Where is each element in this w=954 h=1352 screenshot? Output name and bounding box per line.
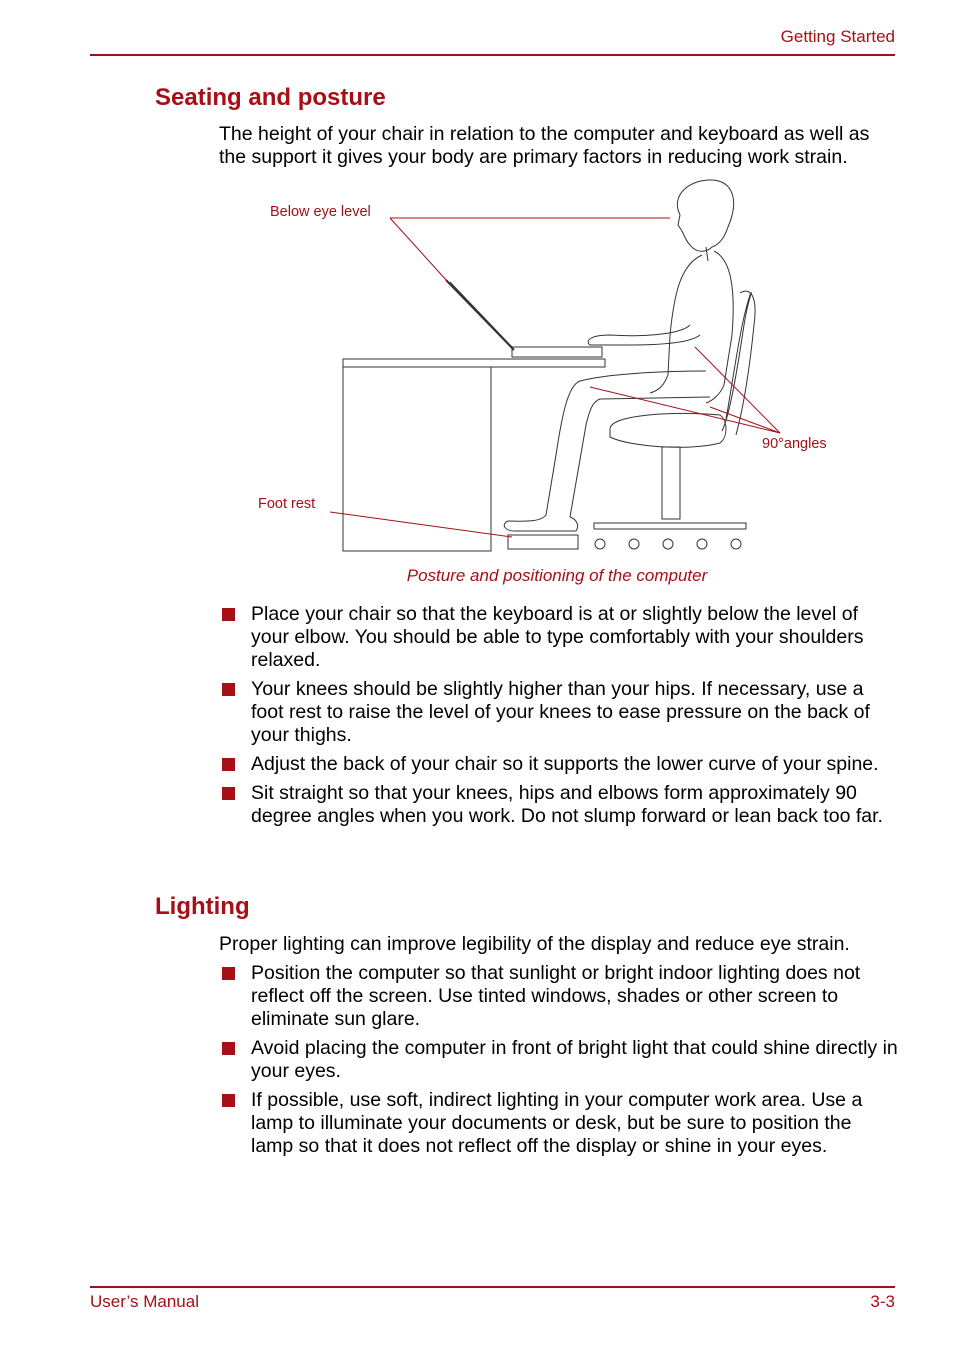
list-item: Your knees should be slightly higher than your hips. If necessary, use a foot rest to raise the level of your knees to ease pressure on the back of your thighs. xyxy=(219,678,899,747)
chair-seat xyxy=(610,414,726,448)
chair-base xyxy=(594,523,746,529)
person-head xyxy=(677,180,733,251)
laptop xyxy=(450,282,602,357)
chair-post xyxy=(662,447,680,519)
label-below-eye-level: Below eye level xyxy=(270,204,371,220)
person-arm xyxy=(588,325,700,345)
chair-back xyxy=(722,293,751,431)
footer-title: User’s Manual xyxy=(90,1292,199,1311)
list-item: If possible, use soft, indirect lighting in your computer work area. Use a lamp to illuminate your documents or desk, but be sure to position the lamp so that it does not reflect off the display or shine in your eyes. xyxy=(219,1089,899,1158)
person-leg xyxy=(504,371,710,531)
footer-rule xyxy=(90,1286,895,1288)
list-item: Sit straight so that your knees, hips and elbows form approximately 90 degree angles when you work. Do not slump forward or lean back too far. xyxy=(219,782,899,828)
seating-intro: The height of your chair in relation to the computer and keyboard as well as the support it gives your body are primary factors in reducing work strain. xyxy=(219,123,870,168)
label-90-angles: 90°angles xyxy=(762,436,827,452)
label-foot-rest: Foot rest xyxy=(258,496,316,512)
bullet-square-icon xyxy=(222,683,235,696)
posture-figure xyxy=(250,175,850,560)
section-title-seating: Seating and posture xyxy=(155,84,386,111)
bullet-square-icon xyxy=(222,787,235,800)
foot-rest xyxy=(508,535,578,549)
lighting-bullet-list xyxy=(219,962,899,1164)
desk-body xyxy=(343,367,491,551)
bullet-square-icon xyxy=(222,608,235,621)
header-rule xyxy=(90,54,895,56)
running-header: Getting Started xyxy=(780,27,895,46)
list-item: Place your chair so that the keyboard is at or slightly below the level of your elbow. You should be able to type comfortably with your shoulders relaxed. xyxy=(219,603,899,672)
callout-angles xyxy=(695,347,780,433)
seating-bullet-list xyxy=(219,603,899,834)
list-item: Avoid placing the computer in front of bright light that could shine directly in your eyes. xyxy=(219,1037,899,1083)
section-title-lighting: Lighting xyxy=(155,893,250,920)
posture-illustration xyxy=(250,175,850,560)
bullet-square-icon xyxy=(222,758,235,771)
lighting-intro: Proper lighting can improve legibility of the display and reduce eye strain. xyxy=(219,933,850,955)
figure-caption: Posture and positioning of the computer xyxy=(406,566,708,585)
bullet-square-icon xyxy=(222,1094,235,1107)
list-item: Position the computer so that sunlight or bright indoor lighting does not reflect off the screen. Use tinted windows, shades or other screen to eliminate sun glare. xyxy=(219,962,899,1031)
list-item: Adjust the back of your chair so it supports the lower curve of your spine. xyxy=(219,753,899,776)
page-number: 3-3 xyxy=(870,1292,895,1311)
bullet-square-icon xyxy=(222,967,235,980)
callout-foot-rest xyxy=(330,512,512,537)
bullet-square-icon xyxy=(222,1042,235,1055)
desk-top xyxy=(343,359,605,367)
